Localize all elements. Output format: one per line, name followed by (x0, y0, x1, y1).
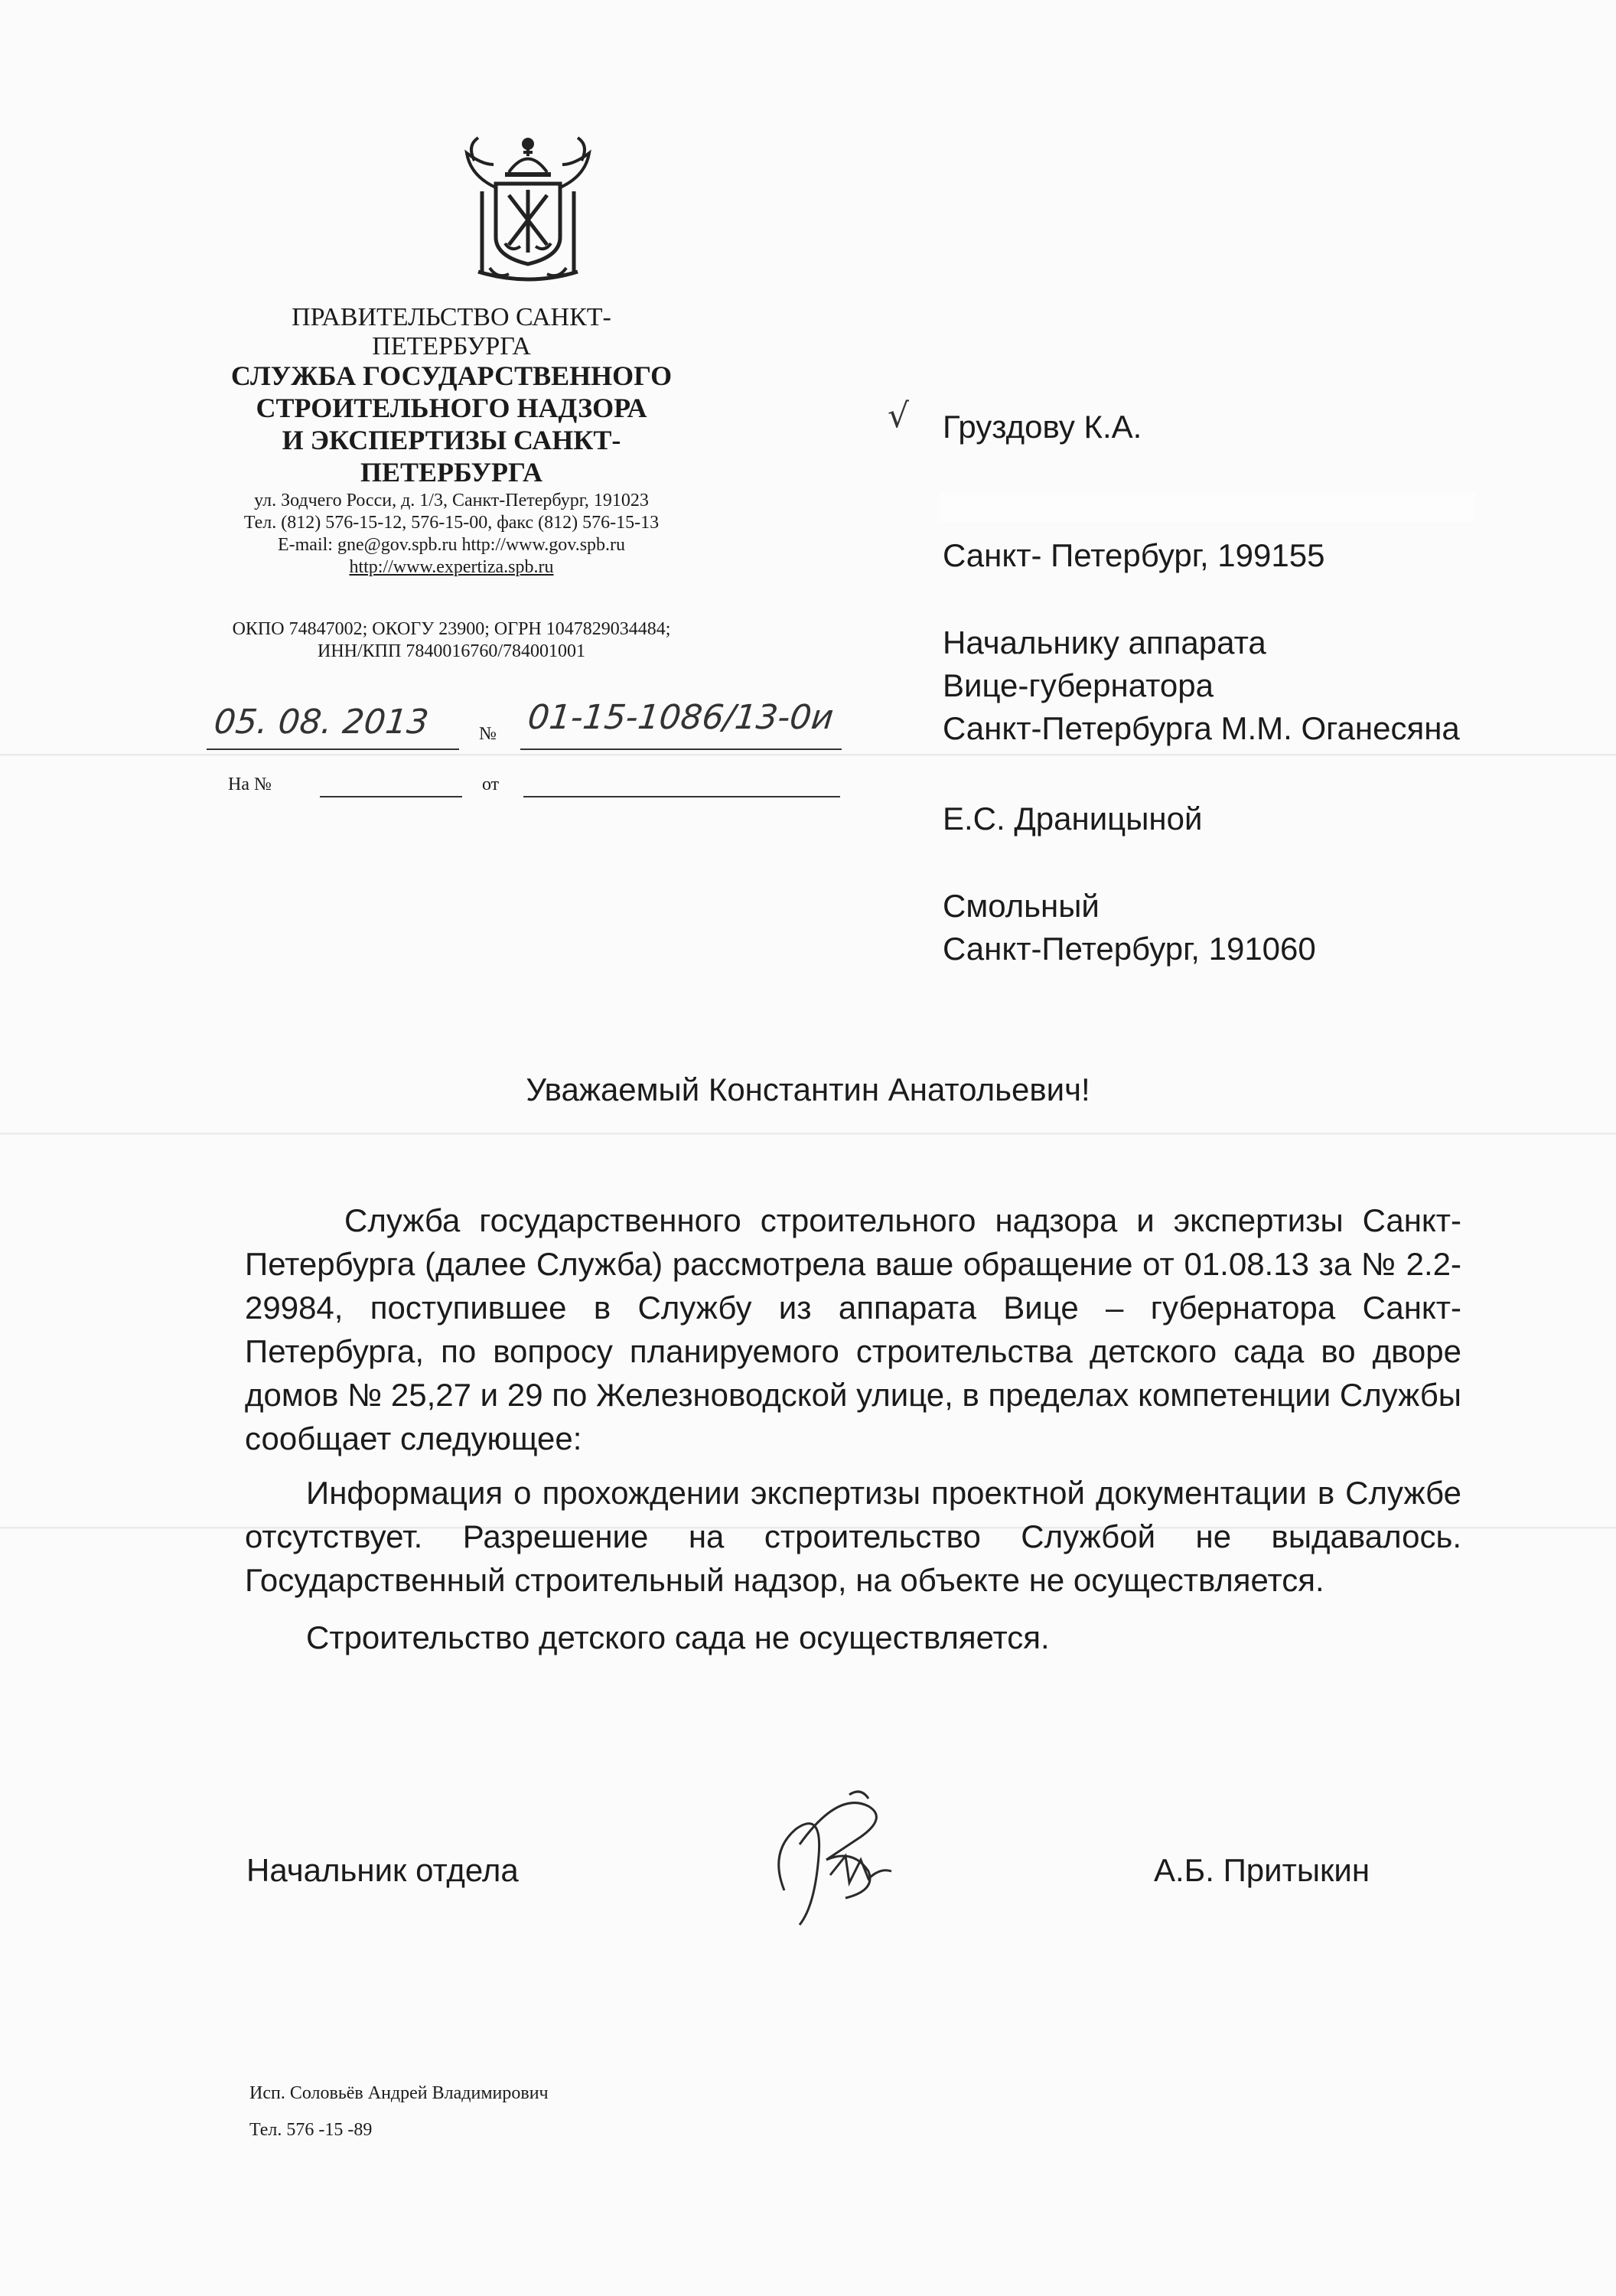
email-line: E-mail: gne@gov.spb.ru http://www.gov.spb.ru (277, 535, 626, 555)
number-line (520, 748, 842, 750)
handwritten-signature (754, 1783, 922, 1944)
recipient-city: Санкт- Петербург, 199155 (943, 537, 1325, 573)
phones: Тел. (812) 576-15-12, 576-15-00, факс (812) 576-15-13 (243, 513, 660, 533)
recipient-place (943, 885, 1316, 970)
recipient-position (943, 621, 1460, 750)
codes-line: ИНН/КПП 7840016760/784001001 (317, 641, 585, 661)
coat-of-arms-emblem (451, 130, 604, 291)
signer-position: Начальник отдела (246, 1852, 519, 1888)
place-line: Смольный (943, 888, 1100, 924)
service-name-line: СЛУЖБА ГОСУДАРСТВЕННОГО (230, 360, 673, 391)
codes-line: ОКПО 74847002; ОКОГУ 23900; ОГРН 1047829034484; (232, 619, 671, 639)
ref-label: На № (228, 775, 272, 794)
executor-phone: Тел. 576 -15 -89 (249, 2120, 373, 2140)
signer-name: А.Б. Притыкин (1154, 1852, 1370, 1888)
paper-fold (0, 1133, 1616, 1135)
executor: Исп. Соловьёв Андрей Владимирович (249, 2083, 549, 2103)
position-line: Начальнику аппарата (943, 625, 1266, 660)
letter-body (245, 1199, 1461, 1659)
body-paragraph: Строительство детского сада не осуществляется. (306, 1619, 1050, 1655)
recipient-person: Е.С. Драницыной (943, 801, 1203, 837)
letter-date: 05. 08. 2013 (212, 703, 431, 742)
check-mark: √ (888, 396, 910, 435)
paper-fold (0, 754, 1616, 756)
government-name: ПРАВИТЕЛЬСТВО САНКТ-ПЕТЕРБУРГА (292, 303, 611, 360)
position-line: Санкт-Петербурга М.М. Оганесяна (943, 710, 1460, 746)
number-label: № (479, 724, 497, 744)
address: ул. Зодчего Росси, д. 1/3, Санкт-Петербург, 191023 (254, 491, 649, 510)
greeting: Уважаемый Константин Анатольевич! (526, 1071, 1090, 1107)
site-link: http://www.expertiza.spb.ru (349, 557, 554, 577)
ref-date-line (523, 796, 840, 797)
redacted-address (940, 493, 1475, 522)
place-city-line: Санкт-Петербург, 191060 (943, 931, 1316, 967)
registry-codes (230, 618, 673, 663)
letter-number: 01-15-1086/13-0и (526, 698, 836, 737)
ref-number-line (320, 796, 462, 797)
service-name-line: СТРОИТЕЛЬНОГО НАДЗОРА (256, 393, 647, 423)
date-line (207, 748, 459, 750)
position-line: Вице-губернатора (943, 667, 1214, 703)
body-paragraph: Служба государственного строительного надзора и экспертизы Санкт-Петербурга (далее Служба) рассмотрела ваше обращение от 01.08.13 за № 2.2- 29984, поступившее в Службу из аппарата Вице – губернатора Санкт-Петербурга, по вопросу планируемого строительства детского сада во дворе домов № 25,27 и 29 по Железноводской улице, в пределах компетенции Службы сообщает следующее: (245, 1202, 1461, 1456)
from-label: от (482, 775, 500, 794)
contact-block (230, 490, 673, 579)
body-paragraph: Информация о прохождении экспертизы проектной документации в Службе отсутствует. Разрешение на строительство Службой не выдавалось. Государственный строительный надзор, на объекте не осуществляется. (245, 1475, 1461, 1598)
service-name-line: И ЭКСПЕРТИЗЫ САНКТ-ПЕТЕРБУРГА (282, 425, 621, 488)
recipient-name: Груздову К.А. (943, 409, 1142, 445)
service-name (230, 360, 673, 488)
